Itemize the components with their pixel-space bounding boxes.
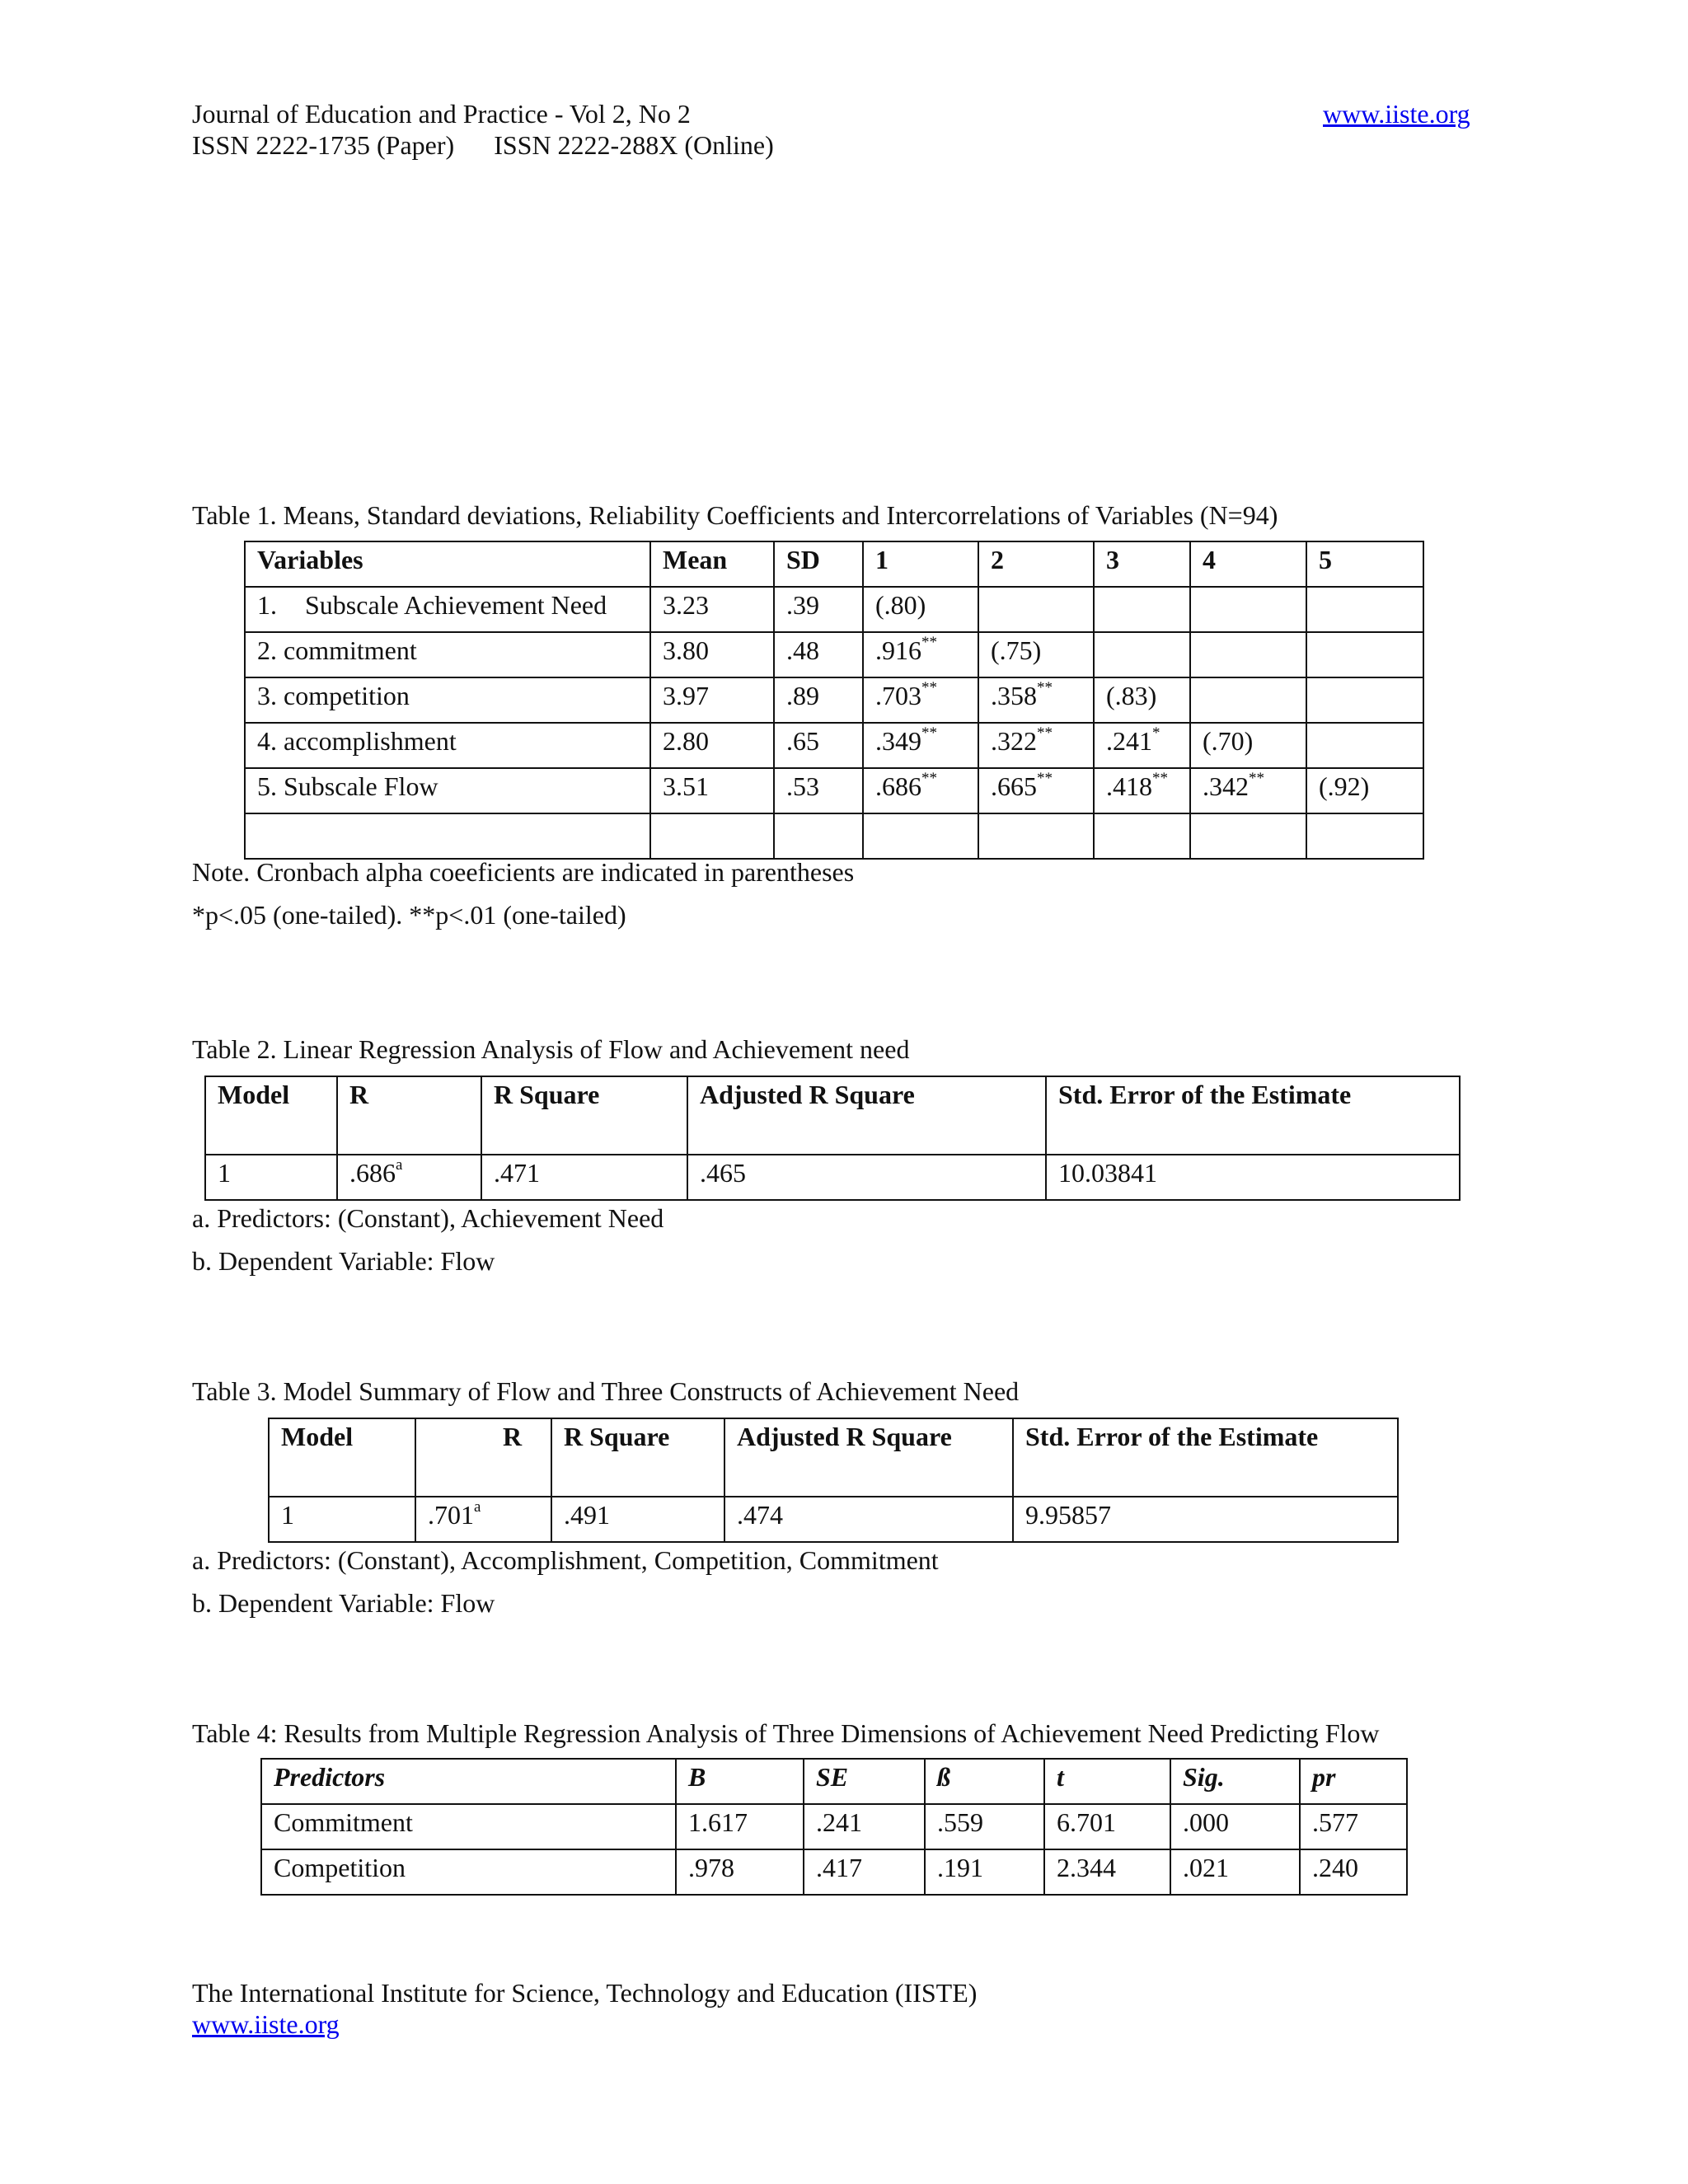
sd-cell: .39 <box>774 587 863 632</box>
table4-caption: Table 4: Results from Multiple Regression Analysis of Three Dimensions of Achievement Need Predicting Flow <box>192 1718 1380 1748</box>
table2-dependent-note: b. Dependent Variable: Flow <box>192 1246 495 1276</box>
mean-cell: 2.80 <box>650 723 774 768</box>
std-error-cell: 9.95857 <box>1013 1497 1398 1542</box>
corr-cell <box>978 723 1094 768</box>
sig-cell: .021 <box>1170 1849 1300 1895</box>
table1-significance-note: *p<.05 (one-tailed). **p<.01 (one-tailed) <box>192 900 626 930</box>
corr-value: .703 <box>875 681 921 710</box>
beta-cell: .559 <box>925 1804 1044 1849</box>
corr-cell <box>1190 587 1306 632</box>
table4-header-cell: B <box>676 1759 804 1804</box>
r-value: .686 <box>349 1158 396 1188</box>
mean-cell: 3.97 <box>650 677 774 723</box>
table4-header-cell: pr <box>1300 1759 1407 1804</box>
predictor-cell: Commitment <box>261 1804 676 1849</box>
corr-cell <box>1094 587 1190 632</box>
table4-header-cell: ß <box>925 1759 1044 1804</box>
se-cell: .241 <box>804 1804 925 1849</box>
sd-cell: .48 <box>774 632 863 677</box>
corr-cell <box>863 632 978 677</box>
corr-cell <box>1094 768 1190 813</box>
corr-value: .241 <box>1106 726 1152 756</box>
table1-header-cell: Mean <box>650 541 774 587</box>
corr-value: .349 <box>875 726 921 756</box>
table3-header-cell: Std. Error of the Estimate <box>1013 1418 1398 1497</box>
footer-institute: The International Institute for Science, Technology and Education (IISTE) <box>192 1978 978 2008</box>
table3-dependent-note: b. Dependent Variable: Flow <box>192 1588 495 1618</box>
table3-predictors-note: a. Predictors: (Constant), Accomplishment, Competition, Commitment <box>192 1545 939 1575</box>
table2-header-cell: Adjusted R Square <box>687 1076 1046 1155</box>
corr-value: .665 <box>991 771 1037 801</box>
r-cell <box>415 1497 551 1542</box>
variable-name-cell: 4. accomplishment <box>245 723 650 768</box>
variable-number: 1. <box>257 590 277 620</box>
table2-header-cell: R <box>337 1076 481 1155</box>
table3-header-cell: Model <box>269 1418 415 1497</box>
table3-header-cell: Adjusted R Square <box>724 1418 1013 1497</box>
table-row <box>261 1849 1407 1895</box>
corr-cell <box>1190 723 1306 768</box>
table1-header-cell: SD <box>774 541 863 587</box>
corr-value: .322 <box>991 726 1037 756</box>
mean-cell: 3.51 <box>650 768 774 813</box>
t-cell: 6.701 <box>1044 1804 1170 1849</box>
significance-mark: ** <box>921 679 937 696</box>
significance-mark: * <box>1152 724 1160 742</box>
empty-cell <box>1094 813 1190 859</box>
table1 <box>244 541 1424 860</box>
std-error-cell: 10.03841 <box>1046 1155 1460 1200</box>
table2-header-row <box>205 1076 1460 1155</box>
adjusted-r-square-cell: .465 <box>687 1155 1046 1200</box>
significance-mark: ** <box>1037 679 1053 696</box>
table4-header-cell: SE <box>804 1759 925 1804</box>
table-row <box>245 587 1423 632</box>
corr-value: (.80) <box>875 590 926 620</box>
table4-header-cell: Sig. <box>1170 1759 1300 1804</box>
b-cell: 1.617 <box>676 1804 804 1849</box>
table4-header-cell: t <box>1044 1759 1170 1804</box>
table1-header-cell: 5 <box>1306 541 1423 587</box>
empty-cell <box>774 813 863 859</box>
empty-cell <box>245 813 650 859</box>
table-row <box>269 1497 1398 1542</box>
empty-cell <box>650 813 774 859</box>
corr-cell <box>1190 768 1306 813</box>
table3-header-cell: R <box>415 1418 551 1497</box>
corr-value: .342 <box>1203 771 1249 801</box>
table-row <box>245 677 1423 723</box>
corr-value: (.70) <box>1203 726 1254 756</box>
table4-header-cell: Predictors <box>261 1759 676 1804</box>
significance-mark: ** <box>921 724 937 742</box>
significance-mark: ** <box>921 634 937 651</box>
model-cell: 1 <box>205 1155 337 1200</box>
table3 <box>268 1418 1399 1543</box>
corr-cell <box>1306 587 1423 632</box>
pr-cell: .240 <box>1300 1849 1407 1895</box>
corr-value: .686 <box>875 771 921 801</box>
corr-cell <box>863 723 978 768</box>
table-row <box>245 723 1423 768</box>
r-value: .701 <box>428 1500 474 1530</box>
r-square-cell: .491 <box>551 1497 724 1542</box>
adjusted-r-square-cell: .474 <box>724 1497 1013 1542</box>
table3-header-row <box>269 1418 1398 1497</box>
table1-header-cell: 4 <box>1190 541 1306 587</box>
variable-name-cell <box>245 587 650 632</box>
table1-header-cell: Variables <box>245 541 650 587</box>
table-row <box>205 1155 1460 1200</box>
table1-header-row <box>245 541 1423 587</box>
table4-header-row <box>261 1759 1407 1804</box>
corr-value: (.92) <box>1319 771 1370 801</box>
table1-note: Note. Cronbach alpha coeeficients are indicated in parentheses <box>192 857 855 887</box>
table3-caption: Table 3. Model Summary of Flow and Three Constructs of Achievement Need <box>192 1376 1020 1406</box>
corr-cell <box>978 632 1094 677</box>
empty-cell <box>978 813 1094 859</box>
header-url-link[interactable]: www.iiste.org <box>1323 99 1470 129</box>
table4 <box>260 1758 1408 1896</box>
corr-cell <box>1190 632 1306 677</box>
significance-mark: ** <box>1249 770 1264 787</box>
journal-title: Journal of Education and Practice - Vol 2, No 2 <box>192 99 691 129</box>
corr-value: .358 <box>991 681 1037 710</box>
table1-caption: Table 1. Means, Standard deviations, Reliability Coefficients and Intercorrelations of Variables (N=94) <box>192 500 1278 530</box>
table1-header-cell: 2 <box>978 541 1094 587</box>
footer-url-link[interactable]: www.iiste.org <box>192 2009 340 2039</box>
sd-cell: .65 <box>774 723 863 768</box>
corr-cell <box>1306 723 1423 768</box>
corr-cell <box>1306 632 1423 677</box>
t-cell: 2.344 <box>1044 1849 1170 1895</box>
table-row <box>245 632 1423 677</box>
table2-header-cell: Model <box>205 1076 337 1155</box>
corr-cell <box>1094 677 1190 723</box>
corr-value: .916 <box>875 635 921 665</box>
table-row <box>261 1804 1407 1849</box>
significance-mark: ** <box>1037 770 1053 787</box>
corr-cell <box>1306 677 1423 723</box>
table-row <box>245 768 1423 813</box>
corr-cell <box>978 768 1094 813</box>
significance-mark: ** <box>1152 770 1168 787</box>
r-cell <box>337 1155 481 1200</box>
variable-name-cell: 5. Subscale Flow <box>245 768 650 813</box>
predictor-cell: Competition <box>261 1849 676 1895</box>
mean-cell: 3.80 <box>650 632 774 677</box>
table1-header-cell: 1 <box>863 541 978 587</box>
table2-caption: Table 2. Linear Regression Analysis of Flow and Achievement need <box>192 1034 910 1064</box>
table1-header-cell: 3 <box>1094 541 1190 587</box>
table2 <box>204 1076 1461 1201</box>
corr-cell <box>1094 723 1190 768</box>
se-cell: .417 <box>804 1849 925 1895</box>
significance-mark: ** <box>1037 724 1053 742</box>
corr-cell <box>863 587 978 632</box>
table-row-empty <box>245 813 1423 859</box>
variable-name: Subscale Achievement Need <box>305 590 607 620</box>
b-cell: .978 <box>676 1849 804 1895</box>
corr-cell <box>1190 677 1306 723</box>
footnote-mark: a <box>474 1498 481 1516</box>
empty-cell <box>1190 813 1306 859</box>
table2-header-cell: R Square <box>481 1076 687 1155</box>
corr-value: (.75) <box>991 635 1042 665</box>
table3-header-cell: R Square <box>551 1418 724 1497</box>
sig-cell: .000 <box>1170 1804 1300 1849</box>
table2-predictors-note: a. Predictors: (Constant), Achievement Need <box>192 1203 664 1233</box>
corr-cell <box>863 768 978 813</box>
beta-cell: .191 <box>925 1849 1044 1895</box>
corr-cell <box>1306 768 1423 813</box>
model-cell: 1 <box>269 1497 415 1542</box>
corr-cell <box>978 587 1094 632</box>
empty-cell <box>1306 813 1423 859</box>
corr-cell <box>978 677 1094 723</box>
corr-cell <box>1094 632 1190 677</box>
corr-value: .418 <box>1106 771 1152 801</box>
footnote-mark: a <box>396 1156 403 1174</box>
variable-name-cell: 3. competition <box>245 677 650 723</box>
sd-cell: .53 <box>774 768 863 813</box>
table2-header-cell: Std. Error of the Estimate <box>1046 1076 1460 1155</box>
significance-mark: ** <box>921 770 937 787</box>
sd-cell: .89 <box>774 677 863 723</box>
corr-cell <box>863 677 978 723</box>
empty-cell <box>863 813 978 859</box>
pr-cell: .577 <box>1300 1804 1407 1849</box>
variable-name-cell: 2. commitment <box>245 632 650 677</box>
r-square-cell: .471 <box>481 1155 687 1200</box>
mean-cell: 3.23 <box>650 587 774 632</box>
corr-value: (.83) <box>1106 681 1157 710</box>
issn-line: ISSN 2222-1735 (Paper) ISSN 2222-288X (Online) <box>192 130 774 160</box>
